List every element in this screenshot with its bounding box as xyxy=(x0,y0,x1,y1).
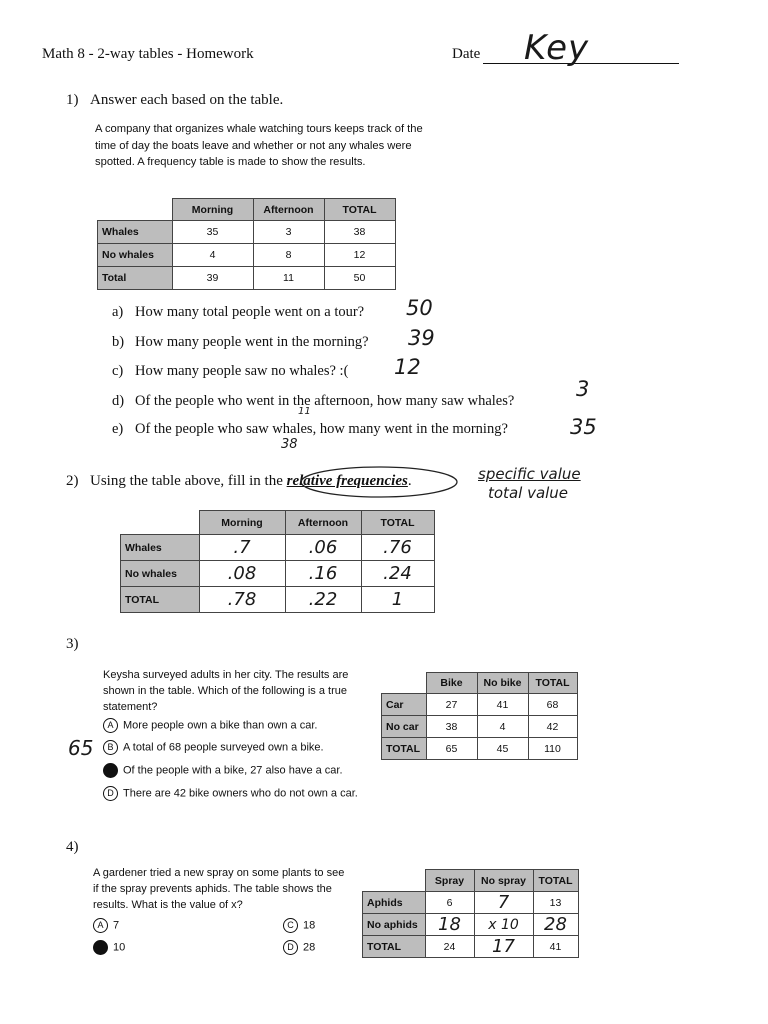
q4-row-header: Aphids xyxy=(363,892,426,914)
q2-cell: .24 xyxy=(361,561,434,587)
q3-cell: 65 xyxy=(426,738,477,760)
q3-choice-c-text: Of the people with a bike, 27 also have a car. xyxy=(123,764,343,777)
q2-col-header: TOTAL xyxy=(361,511,434,535)
q3-bubble-c-filled[interactable]: C xyxy=(103,763,118,778)
q4-cell-handwritten: 7 xyxy=(474,892,533,914)
q3-col-header: Bike xyxy=(426,673,477,694)
q4-choice-b-text: 10 xyxy=(113,941,126,954)
q1e-answer: 35 xyxy=(570,415,597,439)
q3-choice-b xyxy=(103,740,324,755)
q2-cell: 1 xyxy=(361,587,434,613)
q1-col-header: Afternoon xyxy=(253,199,324,221)
q4-cell: 41 xyxy=(533,936,578,958)
q4-choice-b xyxy=(93,940,125,955)
q1d-note: 11 xyxy=(298,406,311,417)
q3-cell: 38 xyxy=(426,716,477,738)
q1-number: 1) xyxy=(66,92,79,108)
q3-cell: 110 xyxy=(528,738,577,760)
q2-cell: .7 xyxy=(199,535,285,561)
q1a-letter: a) xyxy=(112,304,124,320)
q3-choice-d xyxy=(103,786,358,801)
q1b-answer: 39 xyxy=(408,326,435,350)
q4-cell-handwritten: x 10 xyxy=(474,914,533,936)
q3-choice-a xyxy=(103,718,317,733)
q3-choice-c xyxy=(103,763,343,778)
q3-choice-d-text: There are 42 bike owners who do not own a car. xyxy=(123,787,358,800)
q4-choice-a-text: 7 xyxy=(113,919,120,932)
q4-bubble-d[interactable]: D xyxy=(283,940,298,955)
q3-choice-a-text: More people own a bike than own a car. xyxy=(123,719,318,732)
q3-bubble-b[interactable]: B xyxy=(103,740,118,755)
q4-choice-c-text: 18 xyxy=(303,919,316,932)
q1e-letter: e) xyxy=(112,421,124,437)
q3-cell: 41 xyxy=(477,694,528,716)
date-label: Date xyxy=(452,46,481,62)
q1-table xyxy=(97,198,396,290)
q1b-text: How many people went in the morning? xyxy=(135,334,369,350)
q3-table xyxy=(381,672,578,760)
q1-cell: 4 xyxy=(172,244,253,267)
q4-col-header: Spray xyxy=(425,870,474,892)
q3-row-header: TOTAL xyxy=(382,738,427,760)
q1-row-header: Total xyxy=(98,267,173,290)
q2-prompt-post: . xyxy=(407,473,412,489)
q1-cell: 38 xyxy=(324,221,395,244)
q3-choice-b-text: A total of 68 people surveyed own a bike. xyxy=(123,741,324,754)
q1-cell: 3 xyxy=(253,221,324,244)
q4-row-header: TOTAL xyxy=(363,936,426,958)
q1e-note: 38 xyxy=(281,437,298,452)
q3-cell: 68 xyxy=(528,694,577,716)
q4-cell: 6 xyxy=(425,892,474,914)
q2-cell: .78 xyxy=(199,587,285,613)
q1b-letter: b) xyxy=(112,334,125,350)
q2-row-header: No whales xyxy=(121,561,200,587)
q4-choice-c xyxy=(283,918,315,933)
q1c-text: How many people saw no whales? :( xyxy=(135,363,349,379)
q1c-letter: c) xyxy=(112,363,124,379)
q4-choice-d xyxy=(283,940,315,955)
q3-row-header: Car xyxy=(382,694,427,716)
q1-col-header: Morning xyxy=(172,199,253,221)
q2-prompt-emphasis: relative frequencies xyxy=(286,473,408,489)
date-handwritten-key: Key xyxy=(524,28,590,68)
q2-number: 2) xyxy=(66,473,79,489)
q4-bubble-a[interactable]: A xyxy=(93,918,108,933)
q4-cell-handwritten: 18 xyxy=(425,914,474,936)
q4-row-header: No aphids xyxy=(363,914,426,936)
q3-number: 3) xyxy=(66,636,79,652)
q1-blurb: A company that organizes whale watching tours keeps track of the time of day the boats leave and whether or not any whales were spotted. A frequency table is made to show the results. xyxy=(95,123,423,168)
q2-col-header: Morning xyxy=(199,511,285,535)
q2-col-header: Afternoon xyxy=(285,511,361,535)
q2-row-header: TOTAL xyxy=(121,587,200,613)
q1-cell: 8 xyxy=(253,244,324,267)
q1a-text: How many total people went on a tour? xyxy=(135,304,365,320)
q1d-answer: 3 xyxy=(576,377,590,401)
q2-handdrawn-circle xyxy=(296,460,462,500)
q3-bubble-a[interactable]: A xyxy=(103,718,118,733)
q2-note-specific: specific value xyxy=(478,465,581,483)
q1-row-header: No whales xyxy=(98,244,173,267)
q1-cell: 12 xyxy=(324,244,395,267)
q1-col-header: TOTAL xyxy=(324,199,395,221)
q1-prompt: Answer each based on the table. xyxy=(90,92,284,108)
q4-number: 4) xyxy=(66,839,79,855)
q4-col-header: TOTAL xyxy=(533,870,578,892)
q4-table xyxy=(362,869,579,958)
q2-note-total: total value xyxy=(488,484,569,502)
q3-col-header: No bike xyxy=(477,673,528,694)
q3-col-header: TOTAL xyxy=(528,673,577,694)
q1c-answer: 12 xyxy=(394,355,421,379)
q4-cell: 24 xyxy=(425,936,474,958)
q4-bubble-b-filled[interactable]: B xyxy=(93,940,108,955)
q3-cell: 45 xyxy=(477,738,528,760)
q2-cell: .08 xyxy=(199,561,285,587)
q4-blurb: A gardener tried a new spray on some plants to see if the spray prevents aphids. The table shows the results. What is the value of x? xyxy=(93,867,345,911)
q1-cell: 35 xyxy=(172,221,253,244)
q2-cell: .06 xyxy=(285,535,361,561)
q2-row-header: Whales xyxy=(121,535,200,561)
q4-cell-handwritten: 28 xyxy=(533,914,578,936)
q3-row-header: No car xyxy=(382,716,427,738)
q2-cell: .16 xyxy=(285,561,361,587)
q4-bubble-c[interactable]: C xyxy=(283,918,298,933)
q2-cell: .76 xyxy=(361,535,434,561)
q3-cell: 27 xyxy=(426,694,477,716)
q1d-letter: d) xyxy=(112,393,125,409)
q4-cell: 13 xyxy=(533,892,578,914)
q4-choice-d-text: 28 xyxy=(303,941,316,954)
q3-bubble-d[interactable]: D xyxy=(103,786,118,801)
worksheet-title: Math 8 - 2-way tables - Homework xyxy=(42,46,254,62)
q1d-text: Of the people who went in the afternoon, how many saw whales? xyxy=(135,393,515,409)
q2-prompt-pre: Using the table above, fill in the xyxy=(90,473,287,489)
q1-cell: 11 xyxy=(253,267,324,290)
q4-cell-handwritten: 17 xyxy=(474,936,533,958)
q4-choice-a xyxy=(93,918,119,933)
q3-cell: 42 xyxy=(528,716,577,738)
q3-cell: 4 xyxy=(477,716,528,738)
q2-cell: .22 xyxy=(285,587,361,613)
q1-row-header: Whales xyxy=(98,221,173,244)
q3-margin-note: 65 xyxy=(68,736,94,760)
q3-blurb: Keysha surveyed adults in her city. The results are shown in the table. Which of the following is a true statement? xyxy=(103,669,349,713)
q1-cell: 50 xyxy=(324,267,395,290)
q1e-text: Of the people who saw whales, how many went in the morning? xyxy=(135,421,508,437)
q2-table xyxy=(120,510,435,613)
q4-col-header: No spray xyxy=(474,870,533,892)
q1-cell: 39 xyxy=(172,267,253,290)
q1a-answer: 50 xyxy=(406,296,433,320)
